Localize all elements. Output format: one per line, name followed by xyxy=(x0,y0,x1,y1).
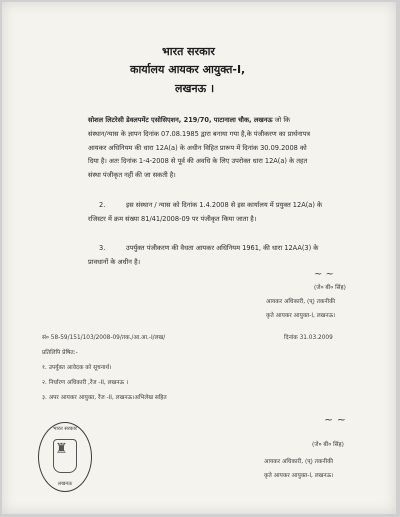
organization-name: सोशल लिटरेसी डेवलपमेंट एसोसिएशन, 219/70, पाटानाला चौक, लखनऊ xyxy=(88,116,273,124)
para3-number: 3. xyxy=(99,244,106,252)
signatory-name-2: (जे० बी० सिंह) xyxy=(312,442,344,448)
para3-line-2: प्रावधानों के अधीन है। xyxy=(88,258,141,266)
stamp-bottom-text: लखनऊ xyxy=(57,481,73,487)
copy-item-1: १. उपर्युक्त आवेदक को सूचनार्थ। xyxy=(42,365,112,371)
para1-line-4: दिया है। अतः दिनांक 1-4-2008 से पूर्व की अवधि के लिए उपरोक्त धारा 12A(a) के तहत xyxy=(88,157,308,165)
para2-number: 2. xyxy=(99,201,106,209)
signature-mark-2: ~ ~ xyxy=(324,413,346,426)
official-seal-stamp xyxy=(38,422,92,492)
lion-capital-icon: ♜ xyxy=(55,441,68,457)
para2-line-1: इस संस्थान / न्यास को दिनांक 1.4.2008 से इस कार्यालय में प्रयुक्त 12A(a) के xyxy=(126,201,323,209)
signatory-designation-2: आयकर अधिकारी, (प्) तकनीकी xyxy=(264,459,334,465)
reference-number: सं० 58-59/151/103/2008-09/तक./आ.आ.-I/लख/ xyxy=(42,335,166,341)
stamp-top-text: भारत सरकार xyxy=(53,426,77,432)
signatory-for-2: कृते आयकर आयुक्त-I, लखनऊ। xyxy=(264,473,334,479)
signatory-for-1: कृते आयकर आयुक्त-I, लखनऊ। xyxy=(266,313,336,319)
signatory-designation-1: आयकर अधिकारी, (प्) तकनीकी xyxy=(266,299,336,305)
copy-item-3: ३. अपर आयकर आयुक्त, रेंज -II, लखनऊ।अभिलेख सहित xyxy=(42,395,167,401)
para1-line-5: संस्था पंजीकृत नहीं की जा सकती है। xyxy=(88,171,176,179)
para1-line-2: संस्थान/न्यास के ज्ञापन दिनांक 07.08.1985 द्वारा बनाया गया है,के पंजीकरण का प्रार्थनापत्र xyxy=(88,130,311,138)
copy-item-2: २. निर्धारण अधिकारी ,रेंज -II, लखनऊ । xyxy=(42,380,129,386)
header-line-2: कार्यालय आयकर आयुक्त-I, xyxy=(130,63,246,76)
signatory-name-1: (जे० बी० सिंह) xyxy=(314,285,346,291)
para1-line-3: आयकर अधिनियम की धारा 12A(a) के अधीन विहित प्रारूप में दिनांक 30.09.2008 को xyxy=(88,144,307,152)
document-page xyxy=(2,2,396,514)
para1-line-1 xyxy=(88,117,290,124)
para3-line-1: उपर्युक्त पंजीकरण की वैधता आयकर अधिनियम 1961, की धारा 12AA(3) के xyxy=(126,244,319,252)
header-line-3: लखनऊ । xyxy=(175,82,215,95)
para1-line-1-rest: जो कि xyxy=(274,116,291,124)
signature-mark-1: ~ ~ xyxy=(314,269,334,280)
copies-heading: प्रतिलिपि प्रेषित:- xyxy=(42,350,78,356)
reference-date: दिनांक 31.03.2009 xyxy=(284,335,333,341)
header-line-1: भारत सरकार xyxy=(162,45,215,58)
para2-line-2: रजिस्टर में क्रम संख्या 81/41/2008-09 पर पंजीकृत किया जाता है। xyxy=(88,215,257,223)
